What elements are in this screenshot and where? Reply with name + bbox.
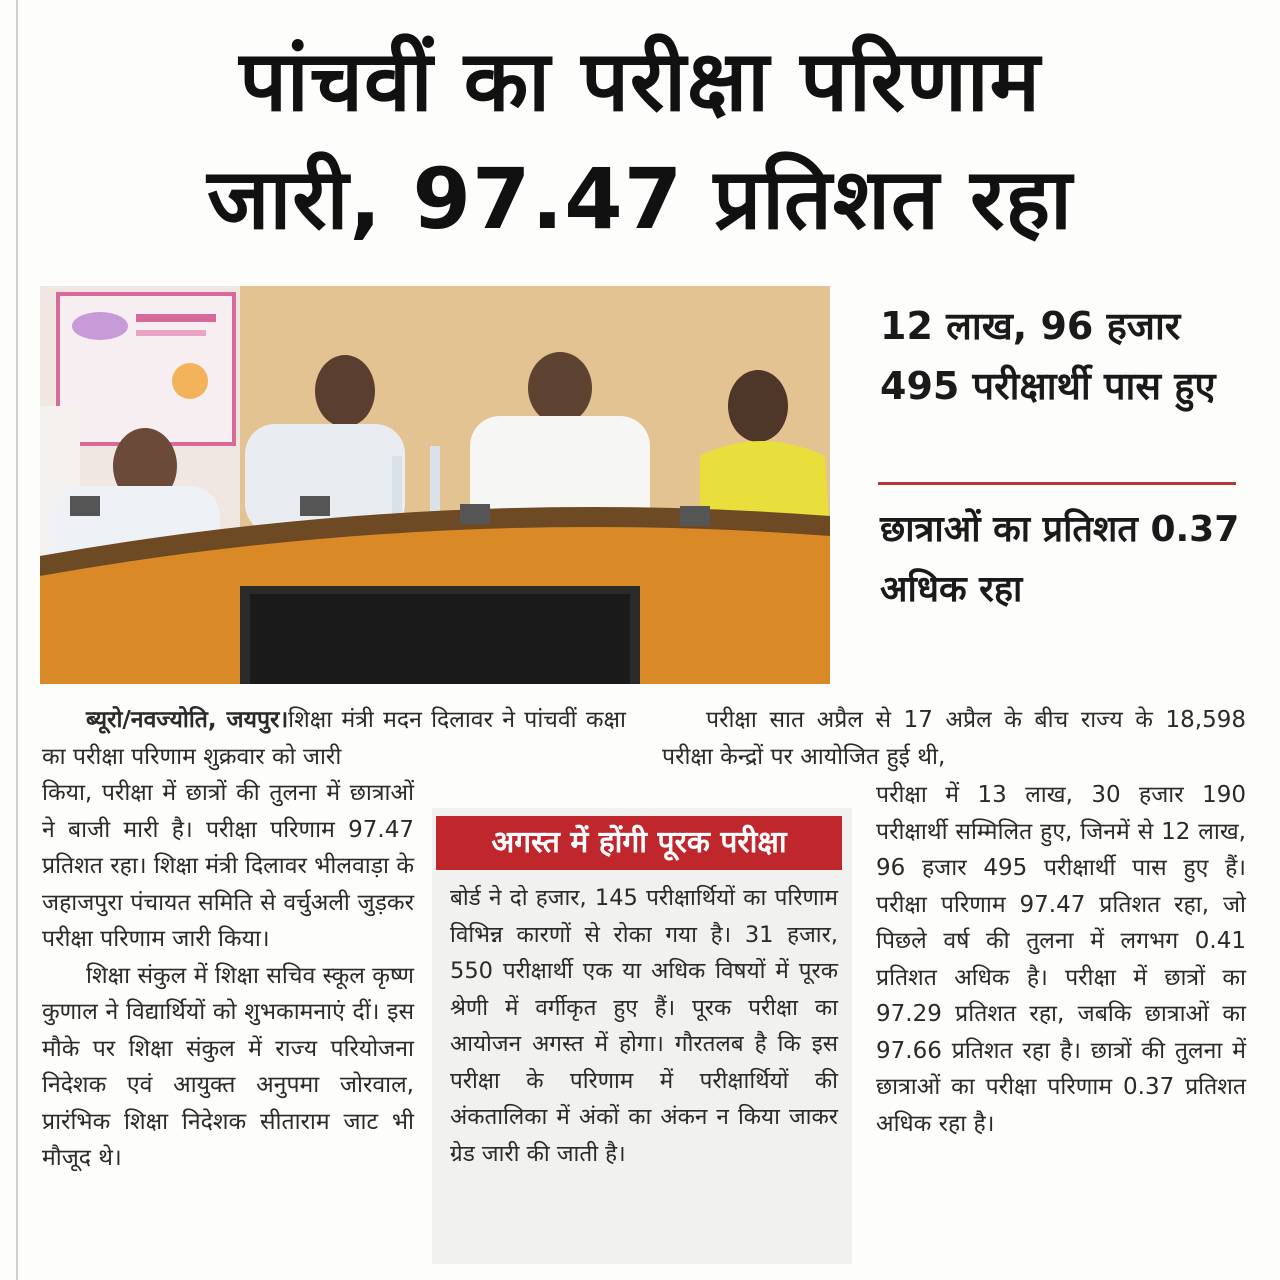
article-col1-paragraph-2: शिक्षा संकुल में शिक्षा सचिव स्कूल कृष्ण कुणाल ने विद्यार्थियों को शुभकामनाएं दीं। इस मौके पर शिक्षा संकुल में राज्य परियोजना निदेशक एवं आयुक्त अनुपमा जोरवाल, प्रारंभिक शिक्षा निदेशक सीताराम जाट भी मौजूद थे। <box>42 962 414 1171</box>
photo-illustration <box>40 286 830 684</box>
headline <box>40 22 1240 258</box>
sidebar-box-body: बोर्ड ने दो हजार, 145 परीक्षार्थियों का परिणाम विभिन्न कारणों से रोका गया है। 31 हजार, 550 परीक्षार्थी एक या अधिक विषयों में पूरक श्रेणी में वर्गीकृत हुए हैं। पूरक परीक्षा का आयोजन अगस्त में होगा। गौरतलब है कि इस परीक्षा के परिणाम में परीक्षार्थियों की अंकतालिका में अंकों का अंकन न किया जाकर ग्रेड जारी की जाती है। <box>450 885 838 1167</box>
byline: ब्यूरो/नवज्योति, जयपुर। <box>86 707 289 733</box>
article-col3-text: परीक्षा में 13 लाख, 30 हजार 190 परीक्षार्थी सम्मिलित हुए, जिनमें से 12 लाख, 96 हजार 495 परीक्षार्थी पास हुए हैं। परीक्षा परिणाम 97.47 प्रतिशत रहा, जो पिछले वर्ष की तुलना में लगभग 0.41 प्रतिशत अधिक है। परीक्षा में छात्रों का 97.29 प्रतिशत रहा, जबकि छात्राओं का 97.66 प्रतिशत रहा है। छात्रों की तुलना में छात्राओं का परीक्षा परिणाम 0.37 प्रतिशत अधिक रहा है। <box>876 782 1246 1137</box>
article-col1-continuation: किया, परीक्षा में छात्रों की तुलना में छात्राओं ने बाजी मारी है। परीक्षा परिणाम 97.47 प्रतिशत रहा। शिक्षा मंत्री दिलावर भीलवाड़ा के जहाजपुरा पंचायत समिति से वर्चुअली जुड़कर परीक्षा परिणाम जारी किया। <box>42 780 414 952</box>
page-left-rule <box>16 0 18 1280</box>
sidebar-box-text <box>450 880 838 1172</box>
article-column-2-lead <box>662 702 1246 775</box>
article-lead-wide <box>42 702 626 775</box>
article-column-1 <box>42 775 414 1177</box>
headline-line-1: पांचवीं का परीक्षा परिणाम <box>239 32 1041 130</box>
article-column-3 <box>876 777 1246 1142</box>
press-conference-photo <box>40 286 830 684</box>
headline-line-2: जारी, 97.47 प्रतिशत रहा <box>207 150 1073 248</box>
deck-secondary: छात्राओं का प्रतिशत 0.37 अधिक रहा <box>880 509 1240 610</box>
sidebar-box-title: अगस्त में होंगी पूरक परीक्षा <box>436 816 842 870</box>
article-lead-text: शिक्षा मंत्री मदन दिलावर ने पांचवीं कक्षा का परीक्षा परिणाम शुक्रवार को जारी <box>42 707 626 770</box>
article-col2-lead-text: परीक्षा सात अप्रैल से 17 अप्रैल के बीच राज्य के 18,598 परीक्षा केन्द्रों पर आयोजित हुई थी, <box>662 707 1246 770</box>
deck-divider <box>878 482 1236 485</box>
deck-primary: 12 लाख, 96 हजार 495 परीक्षार्थी पास हुए <box>880 304 1216 408</box>
